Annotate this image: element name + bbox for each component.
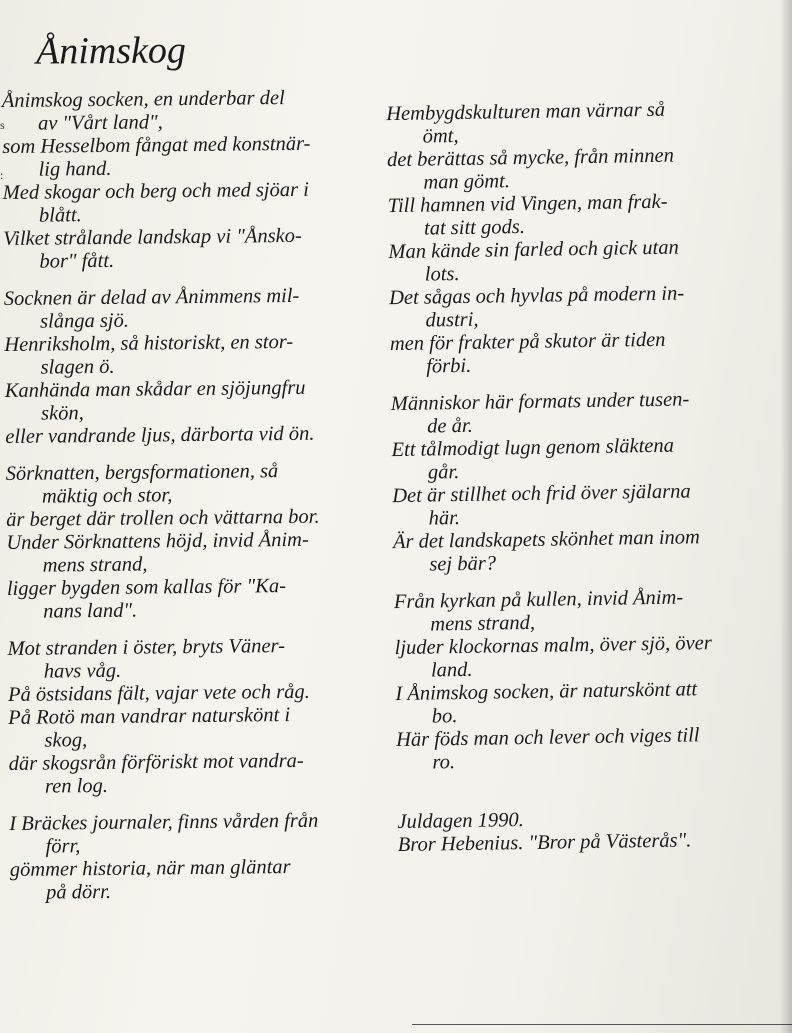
poem-line: bor" fått. [39, 249, 115, 273]
poem-line: de år. [427, 414, 473, 438]
poem-title: Ånimskog [35, 29, 187, 73]
signature-date: Juldagen 1990. [397, 809, 524, 834]
poem-line: här. [428, 507, 461, 530]
poem-line: går. [427, 461, 460, 484]
poem-line: havs våg. [43, 659, 122, 683]
poem-line: eller vandrande ljus, därborta vid ön. [5, 422, 315, 448]
poem-line: lots. [424, 263, 460, 286]
poem-line: mens strand, [42, 553, 148, 577]
poem-line: av "Vårt land", [37, 111, 163, 135]
poem-line: ro. [432, 751, 456, 774]
stanza [4, 284, 386, 449]
poem-line: på dörr. [45, 880, 112, 904]
stanza [391, 387, 788, 577]
poem-line: I Ånimskog socken, är naturskönt att [395, 678, 698, 706]
poem-line: Hembygdskulturen man värnar så [386, 98, 666, 126]
poem-line: skön, [40, 402, 84, 425]
poem-line: På östsidans fält, vajar vete och råg. [7, 680, 310, 706]
poem-line: Människor här formats under tusen- [390, 388, 690, 416]
poem-line: Till hamnen vid Vingen, man frak- [387, 190, 668, 218]
poem-line: lig hand. [38, 157, 112, 181]
poem-line: det berättas så mycke, från minnen [386, 144, 675, 172]
poem-line: Kanhända man skådar en sjöjungfru [4, 376, 306, 402]
poem-line: man gömt. [423, 170, 511, 194]
poem-line: Från kyrkan på kullen, invid Ånim- [393, 586, 684, 614]
poem-line: Ånimskog socken, en underbar del [1, 87, 285, 113]
right-column-stanzas [386, 97, 791, 775]
poem-line: sej bär? [429, 552, 497, 576]
poem-line: nans land". [43, 599, 138, 623]
stanza [2, 86, 384, 274]
signature-block [397, 805, 792, 857]
poem-line: Är det landskapets skönhet man inom [392, 526, 701, 554]
poem-line: skog, [44, 729, 88, 752]
poem-line: ljuder klockornas malm, över sjö, över [394, 632, 712, 660]
stanza [7, 634, 389, 799]
poem-line: förr, [45, 835, 81, 858]
poem-line: Under Sörknattens höjd, invid Ånim- [6, 528, 309, 554]
poem-line: Mot stranden i öster, bryts Väner- [7, 635, 286, 660]
signature-author: Bror Hebenius. "Bror på Västerås". [397, 829, 692, 857]
edge-mark: : [0, 168, 4, 182]
poem-line: Man kände sin farled och gick utan [388, 236, 679, 264]
stanza [394, 585, 791, 775]
right-column [386, 97, 792, 857]
poem-line: Sörknatten, bergsformationen, så [5, 460, 279, 485]
poem-line: Här föds man och lever och viges till [395, 724, 700, 752]
poem-line: mäktig och stor, [41, 484, 173, 508]
poem-line: tat sitt gods. [423, 215, 526, 240]
poem-line: I Bräckes journaler, finns vården från [9, 809, 319, 835]
poem-line: som Hesselbom fångat med konstnär- [2, 132, 311, 159]
poem-line: ligger bygden som kallas för "Ka- [6, 575, 287, 600]
edge-mark: s [0, 118, 5, 132]
poem-line: ömt, [422, 125, 459, 148]
poem-line: ren log. [44, 774, 109, 798]
poem-line: där skogsrån förföriskt mot vandra- [8, 749, 304, 775]
poem-line: land. [430, 658, 473, 682]
poem-line: Henriksholm, så historiskt, en stor- [4, 330, 294, 356]
poem-line: Ett tålmodigt lugn genom släktena [391, 434, 675, 462]
poem-line: bo. [431, 705, 458, 728]
stanza [386, 97, 784, 379]
poem-line: gömmer historia, när man gläntar [9, 856, 291, 881]
poem-line: dustri, [425, 308, 479, 332]
left-column [2, 86, 391, 919]
poem-line: Med skogar och berg och med sjöar i [2, 178, 309, 205]
poem-line: förbi. [426, 354, 472, 378]
poem-line: är berget där trollen och vättarna bor. [6, 505, 320, 531]
poem-line: slånga sjö. [39, 309, 130, 333]
poem-line: Vilket strålande landskap vi "Ånsko- [3, 224, 302, 251]
poem-line: Det är stillhet och frid över själarna [392, 480, 691, 508]
bottom-rule [412, 1024, 792, 1025]
poem-line: På Rotö man vandrar naturskönt i [8, 704, 291, 729]
poem-line: slagen ö. [40, 355, 115, 379]
stanza [6, 459, 388, 624]
poem-line: Det sågas och hyvlas på modern in- [388, 282, 685, 310]
poem-line: Socknen är delad av Ånimmens mil- [3, 284, 300, 311]
poem-line: men för frakter på skutor är tiden [389, 328, 666, 356]
poem-line: blått. [38, 204, 82, 227]
page-edge-shadow [780, 0, 792, 1033]
poem-line: mens strand, [430, 611, 536, 636]
stanza [9, 809, 390, 905]
